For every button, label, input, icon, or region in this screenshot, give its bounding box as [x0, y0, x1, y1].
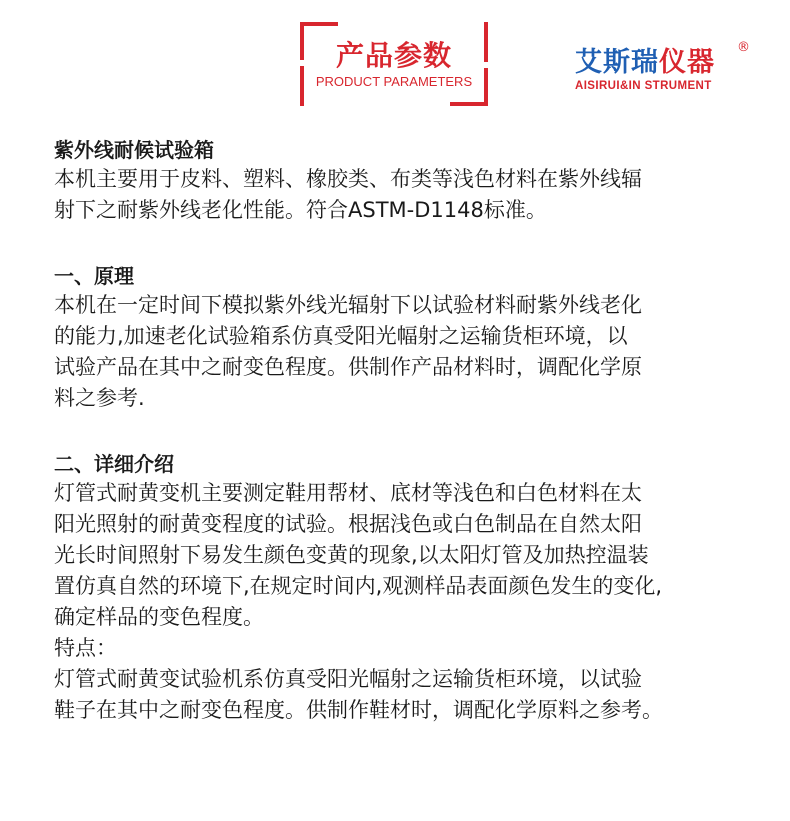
brand-logo	[575, 40, 765, 108]
spacer	[54, 414, 770, 450]
spacer	[54, 226, 770, 262]
registered-mark: ®	[737, 40, 750, 55]
badge-title-en: PRODUCT PARAMETERS	[315, 74, 473, 89]
text-line: 本机主要用于皮料、塑料、橡胶类、布类等浅色材料在紫外线辐	[54, 167, 642, 191]
text-line: 本机在一定时间下模拟紫外线光辐射下以试验材料耐紫外线老化	[54, 293, 642, 317]
text-line: 灯管式耐黄变机主要测定鞋用帮材、底材等浅色和白色材料在太	[54, 481, 642, 505]
logo-en: AISIRUI&IN STRUMENT	[575, 80, 712, 92]
section-body-intro	[54, 164, 770, 226]
text-line: 射下之耐紫外线老化性能。符合ASTM-D1148标准。	[54, 198, 547, 222]
document-body	[54, 136, 770, 726]
section-title-intro: 紫外线耐候试验箱	[54, 138, 214, 162]
product-parameters-badge	[300, 22, 488, 106]
text-line: 鞋子在其中之耐变色程度。供制作鞋材时，调配化学原料之参考。	[54, 698, 663, 722]
text-line: 阳光照射的耐黄变程度的试验。根据浅色或白色制品在自然太阳	[54, 512, 642, 536]
features-label: 特点：	[54, 636, 117, 660]
text-line: 光长时间照射下易发生颜色变黄的现象,以太阳灯管及加热控温装	[54, 543, 649, 567]
logo-cn-red: 仪器	[659, 47, 715, 78]
section-title-principle: 一、原理	[54, 264, 134, 288]
section-body-detail	[54, 478, 770, 726]
text-line: 灯管式耐黄变试验机系仿真受阳光幅射之运输货柜环境，以试验	[54, 667, 642, 691]
section-title-detail: 二、详细介绍	[54, 452, 174, 476]
text-line: 置仿真自然的环境下,在规定时间内,观测样品表面颜色发生的变化,	[54, 574, 663, 598]
section-body-principle	[54, 290, 770, 414]
text-line: 确定样品的变色程度。	[54, 605, 264, 629]
text-line: 的能力,加速老化试验箱系仿真受阳光幅射之运输货柜环境，以	[54, 324, 628, 348]
text-line: 试验产品在其中之耐变色程度。供制作产品材料时，调配化学原	[54, 355, 642, 379]
text-line: 料之参考.	[54, 386, 145, 410]
badge-title-cn: 产品参数	[335, 39, 452, 72]
logo-cn-blue: 艾斯瑞	[575, 47, 659, 78]
